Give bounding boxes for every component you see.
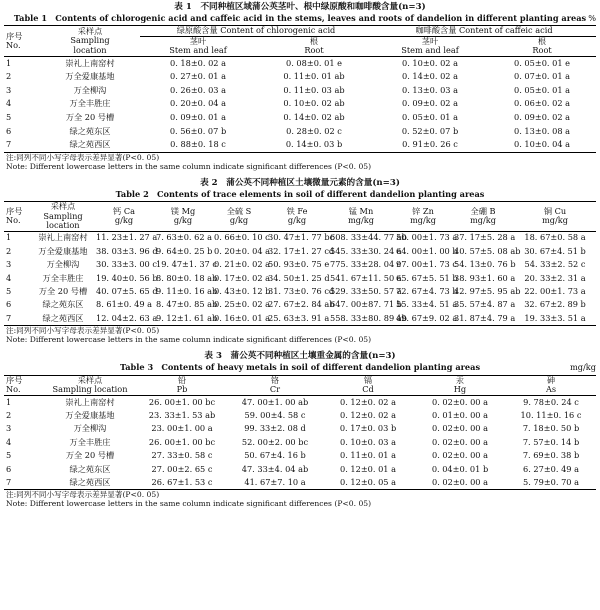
table3-cell-3: 47. 00±1. 00 ab [241,396,309,407]
table-row [4,111,596,125]
table3-header-1: 采样点 Sampling location [52,374,128,395]
table1-header-stem-cn-2: 茎叶 [421,35,439,46]
table3-cell-1: 绿之苑西区 [69,476,111,487]
table2-cell-4: 0. 21±0. 02 a [214,259,271,270]
table2-header-7: 锌 Zn mg/kg [410,205,436,226]
table1-cell-f_root: 0. 10±0. 04 a [514,139,571,150]
table2-cell-8: 35. 57±4. 87 a [454,299,516,310]
table2-cell-1: 万全柳沟 [46,259,80,270]
table-row [4,97,596,111]
table3-cell-1: 崇礼上南窑村 [65,396,115,407]
table3-cell-3: 59. 00±4. 58 c [244,409,306,420]
table2-cell-8: 40. 57±5. 08 ab [454,245,521,256]
table2-cell-2: 11. 23±1. 27 a [96,232,158,243]
table1-header-root-en: Root [304,45,324,56]
table3-cell-6: 7. 18±0. 50 b [522,423,580,434]
table1-note-cn: 注:同列不同小写字母表示差异显著(P<0. 05) [6,152,160,162]
table2-cell-5: 27. 67±2. 84 ab [268,299,335,310]
table3-cell-3: 99. 33±2. 08 d [244,423,306,434]
table3-cell-0: 1 [6,396,12,407]
table2-cell-0: 4 [6,272,12,283]
table2-cell-0: 6 [6,299,12,310]
table2-cell-2: 30. 33±3. 00 c [96,259,157,270]
table1-cell-c_root: 0. 11±0. 03 ab [283,84,345,95]
table2-header-3: 镁 Mg g/kg [170,205,196,226]
table2-header-1: 采样点 Sampling location [43,201,83,231]
table2-cell-2: 38. 03±3. 96 d [96,245,158,256]
table3-cell-5: 0. 02±0. 00 a [431,423,488,434]
table1-cell-f_root: 0. 06±0. 02 a [514,98,571,109]
table3-cell-5: 0. 01±0. 00 a [431,409,488,420]
table2-note-cn: 注:同列不同小写字母表示差异显著(P<0. 05) [6,326,160,336]
table3 [4,375,596,491]
table2-cell-7: 97. 00±1. 73 c [396,259,457,270]
table2-cell-5: 32. 17±1. 27 cd [268,245,335,256]
table1-cell-site: 万全丰胜庄 [69,98,111,109]
table3-cell-1: 万全柳沟 [73,423,107,434]
table3-cell-0: 6 [6,463,12,474]
table-row [4,298,596,311]
table1-header-chlorogenic: 绿原酸含量 Content of chlorogenic acid [140,26,372,36]
table1-cell-c_root: 0. 14±0. 02 ab [283,112,345,123]
table1-header-root-cn: 根 [309,35,319,46]
table3-cell-5: 0. 02±0. 00 a [431,436,488,447]
table3-cell-0: 3 [6,423,12,434]
table1-cell-c_root: 0. 11±0. 01 ab [283,71,345,82]
table2-cell-4: 0. 20±0. 04 a [214,245,271,256]
table3-cell-4: 0. 12±0. 02 a [339,396,396,407]
table3-cell-0: 4 [6,436,12,447]
table1-header-stem-en: Stem and leaf [169,45,227,56]
table2-caption-cn: 表 2 蒲公英不同种植区土壤微量元素的含量(n=3) [200,177,400,188]
table3-cell-4: 0. 12±0. 05 a [339,476,396,487]
table1-cell-site: 崇礼上南窑村 [65,57,115,68]
table1-cell-f_root: 0. 05±0. 01 e [514,57,570,68]
table3-cell-1: 绿之苑东区 [69,463,111,474]
table3-cell-3: 52. 00±2. 00 bc [241,436,309,447]
table2-cell-9: 30. 67±4. 51 b [524,245,586,256]
table2-cell-6: 608. 33±44. 77 ab [330,232,407,243]
table2-cell-8: 54. 13±0. 76 b [454,259,516,270]
table2-cell-0: 2 [6,245,12,256]
table2-header-4: 全硫 S g/kg [226,205,252,226]
table2-cell-2: 8. 61±0. 49 a [96,299,153,310]
table2-cell-3: 7. 63±0. 62 a [156,232,213,243]
table2-cell-3: 9. 64±0. 25 b [156,245,213,256]
table1-cell-c_root: 0. 28±0. 02 c [286,125,342,136]
table1-cell-no: 6 [6,125,12,136]
table2-cell-3: 9. 12±1. 61 ab [156,312,218,323]
table1-cell-c_root: 0. 10±0. 02 ab [283,98,345,109]
table2-cell-1: 万全爱康基地 [38,245,88,256]
table1-cell-f_root: 0. 13±0. 08 a [514,125,571,136]
table2-cell-9: 18. 67±0. 58 a [524,232,586,243]
table1-cell-site: 绿之苑西区 [69,139,111,150]
table1-cell-f_root: 0. 09±0. 02 a [514,112,571,123]
table1-cell-site: 绿之苑东区 [69,125,111,136]
table2-cell-1: 万全 20 号槽 [38,286,88,297]
table2-cell-9: 22. 00±1. 73 a [524,286,586,297]
table2-cell-4: 0. 66±0. 10 c [214,232,270,243]
table3-cell-6: 9. 78±0. 24 c [523,396,579,407]
table3-header-5: 汞 Hg [453,374,467,395]
table-row [4,422,596,435]
table3-cell-2: 27. 33±0. 58 c [151,450,213,461]
table1-cell-no: 2 [6,71,12,82]
table-row [4,395,596,409]
table2-note-en: Note: Different lowercase letters in the same column indicate significant differences (P<0. 05) [6,335,372,345]
table1-cell-c_root: 0. 14±0. 03 b [285,139,343,150]
table2-cell-6: 647. 00±87. 71 b [330,299,402,310]
table1-cell-no: 7 [6,139,12,150]
table2-header-9: 铜 Cu mg/kg [542,205,568,226]
table2-cell-6: 775. 33±28. 04 c [330,259,402,270]
table2-cell-5: 50. 93±0. 75 e [268,259,330,270]
table-row [4,272,596,285]
table1-cell-no: 5 [6,112,12,123]
table2-cell-5: 25. 63±3. 91 a [268,312,330,323]
table2-cell-3: 8. 80±0. 18 ab [156,272,218,283]
table1-cell-f_stem: 0. 05±0. 01 a [401,112,458,123]
table3-header-2: 铅 Pb [176,374,188,395]
table3-note-en: Note: Different lowercase letters in the same column indicate significant differences (P<0. 05) [6,499,372,509]
table3-cell-4: 0. 17±0. 03 b [339,423,397,434]
table3-cell-0: 5 [6,450,12,461]
table1-caption-en [4,14,596,23]
table1-cell-c_stem: 0. 09±0. 01 a [169,112,226,123]
table2-cell-6: 541. 67±11. 50 a [330,272,402,283]
table1 [4,25,596,152]
table3-cell-2: 23. 33±1. 53 ab [148,409,216,420]
table2-cell-9: 19. 33±3. 51 a [524,312,586,323]
table1-cell-site: 万全爱康基地 [65,71,115,82]
table2-cell-5: 31. 73±0. 76 cd [268,286,335,297]
table2-cell-2: 12. 04±2. 63 a [96,312,158,323]
table3-cell-2: 23. 00±1. 00 a [151,423,213,434]
table2-cell-4: 0. 25±0. 02 a [214,299,271,310]
table-row [4,409,596,422]
table1-cell-no: 1 [6,57,12,68]
table1-header-root-cn-2: 根 [537,35,547,46]
table2-cell-9: 54. 33±2. 52 c [524,259,586,270]
table2-cell-8: 42. 97±5. 95 ab [454,286,521,297]
table3-cell-6: 6. 27±0. 49 a [522,463,579,474]
table-row [4,245,596,258]
table3-cell-2: 27. 00±2. 65 c [151,463,213,474]
table2-caption-en: Table 2 Contents of trace elements in soil of different dandelion planting areas [115,188,485,199]
table1-cell-c_stem: 0. 18±0. 02 a [169,57,226,68]
table1-cell-f_root: 0. 07±0. 01 a [514,71,571,82]
table3-cell-4: 0. 12±0. 01 a [339,463,396,474]
table1-cell-no: 3 [6,84,12,95]
table3-caption-en-text: Table 3 Contents of heavy metals in soil of different dandelion planting areas [119,362,481,373]
table3-cell-5: 0. 02±0. 00 a [431,450,488,461]
table1-cell-f_stem: 0. 91±0. 26 c [402,139,458,150]
table3-cell-4: 0. 11±0. 01 a [339,450,396,461]
table1-cell-no: 4 [6,98,12,109]
table2-header-6: 锰 Mn mg/kg [348,205,374,226]
table2-cell-7: 64. 00±1. 00 b [396,245,458,256]
table2-cell-9: 32. 67±2. 89 b [524,299,586,310]
table-row [4,231,596,245]
table2-cell-1: 万全丰胜庄 [42,272,84,283]
table3-cell-0: 2 [6,409,12,420]
table3-cell-4: 0. 10±0. 03 a [339,436,396,447]
table1-cell-f_root: 0. 05±0. 01 a [514,84,571,95]
table3-cell-3: 47. 33±4. 04 ab [241,463,309,474]
table1-header-stem-cn: 茎叶 [189,35,207,46]
table2-cell-5: 34. 50±1. 25 d [268,272,330,283]
table2-cell-7: 55. 33±4. 51 a [396,299,458,310]
table2-cell-2: 19. 40±0. 56 b [96,272,158,283]
table2-cell-1: 绿之苑西区 [42,312,84,323]
table3-cell-3: 41. 67±7. 10 a [244,476,306,487]
table2-header-8: 全硼 B mg/kg [470,205,496,226]
table-row [4,56,596,70]
table1-cell-site: 万全 20 号槽 [65,112,115,123]
table2-cell-2: 40. 07±5. 65 d [96,286,158,297]
table2-cell-6: 558. 33±80. 89 ab [330,312,407,323]
table2-cell-7: 50. 00±1. 73 a [396,232,458,243]
table-row [4,285,596,298]
table1-cell-c_stem: 0. 88±0. 18 c [170,139,226,150]
table3-caption-en [4,363,596,372]
table1-cell-f_stem: 0. 10±0. 02 a [401,57,458,68]
table3-cell-5: 0. 04±0. 01 b [431,463,489,474]
table2-cell-7: 49. 67±9. 02 a [396,312,458,323]
table1-cell-c_stem: 0. 56±0. 07 b [169,125,227,136]
table2 [4,201,596,326]
table-row [4,70,596,84]
table1-cell-f_stem: 0. 13±0. 03 a [401,84,458,95]
table2-header-5: 铁 Fe g/kg [286,205,308,226]
table1-cell-f_stem: 0. 14±0. 02 a [401,71,458,82]
table1-cell-c_stem: 0. 26±0. 03 a [169,84,226,95]
table2-cell-8: 38. 93±1. 60 a [454,272,516,283]
table2-cell-6: 529. 33±50. 57 a [330,286,402,297]
table2-cell-4: 0. 16±0. 01 a [214,312,271,323]
table1-cell-f_stem: 0. 52±0. 07 b [401,125,459,136]
table3-caption-cn: 表 3 蒲公英不同种植区土壤重金属的含量(n=3) [204,351,396,362]
table-row [4,312,596,326]
table3-cell-2: 26. 00±1. 00 bc [148,396,216,407]
table1-header-stem-en-2: Stem and leaf [401,45,459,56]
table3-cell-5: 0. 02±0. 00 a [431,476,488,487]
table3-cell-1: 万全 20 号槽 [65,450,115,461]
table1-cell-c_stem: 0. 27±0. 01 a [169,71,226,82]
table-row [4,476,596,490]
table-row [4,138,596,152]
table-row [4,125,596,139]
table3-cell-6: 10. 11±0. 16 c [520,409,582,420]
table3-header-0: 序号 No. [6,374,23,395]
table3-cell-1: 万全爱康基地 [65,409,115,420]
table-row [4,84,596,98]
table3-header-3: 铬 Cr [269,374,281,395]
table2-cell-3: 8. 47±0. 85 ab [156,299,218,310]
table3-header-4: 镉 Cd [362,374,374,395]
table1-header-no: 序号 No. [6,30,23,50]
table2-cell-0: 7 [6,312,12,323]
table2-cell-9: 20. 33±2. 31 a [524,272,586,283]
table3-cell-2: 26. 67±1. 53 c [151,476,213,487]
table3-unit: mg/kg [570,362,596,373]
table-row [4,258,596,271]
table2-cell-7: 65. 67±5. 51 b [396,272,458,283]
table3-cell-3: 50. 67±4. 16 b [244,450,306,461]
table2-cell-1: 崇礼上南窑村 [38,232,88,243]
table2-cell-5: 30. 47±1. 77 bc [268,232,335,243]
table1-cell-c_stem: 0. 20±0. 04 a [169,98,226,109]
table1-header-root-en-2: Root [532,45,552,56]
table2-cell-0: 5 [6,286,12,297]
table2-cell-0: 1 [6,232,12,243]
table1-note-en: Note: Different lowercase letters in the same column indicate significant differences (P<0. 05) [6,161,372,171]
table1-cell-f_stem: 0. 09±0. 02 a [401,98,458,109]
table-row [4,449,596,462]
table2-cell-1: 绿之苑东区 [42,299,84,310]
table2-cell-6: 545. 33±30. 24 a [330,245,402,256]
table3-cell-0: 7 [6,476,12,487]
table2-header-0: 序号 No. [6,205,23,226]
table1-caption-cn: 表 1 不同种植区域蒲公英茎叶、根中绿原酸和咖啡酸含量(n=3) [174,2,426,12]
table1-cell-site: 万全柳沟 [73,84,107,95]
table2-cell-7: 72. 67±4. 73 b [396,286,458,297]
table3-cell-6: 7. 57±0. 14 b [522,436,580,447]
table3-cell-6: 7. 69±0. 38 b [522,450,580,461]
table1-caption-en-text: Table 1 Contents of chlorogenic acid and caffeic acid in the stems, leaves and roots of dandelion in different planting areas [13,12,587,23]
table2-header-2: 钙 Ca g/kg [113,205,135,226]
table3-cell-2: 26. 00±1. 00 bc [148,436,216,447]
table2-cell-8: 37. 17±5. 28 a [454,232,516,243]
table-row [4,436,596,449]
table2-cell-4: 0. 17±0. 02 a [214,272,271,283]
table1-header-caffeic: 咖啡酸含量 Content of caffeic acid [372,26,596,36]
table1-cell-c_root: 0. 08±0. 01 e [286,57,342,68]
table3-cell-4: 0. 12±0. 02 a [339,409,396,420]
table3-note-cn: 注:同列不同小写字母表示差异显著(P<0. 05) [6,490,160,500]
table3-cell-6: 5. 79±0. 70 a [522,476,579,487]
table1-header-site: 采样点 Sampling location [70,25,110,55]
table2-cell-3: 9. 11±0. 16 ab [156,286,218,297]
table2-cell-0: 3 [6,259,12,270]
table2-cell-3: 19. 47±1. 37 c [156,259,217,270]
table3-header-6: 砷 As [545,374,557,395]
table-row [4,463,596,476]
table3-cell-1: 万全丰胜庄 [69,436,111,447]
table2-cell-8: 31. 87±4. 79 a [454,312,516,323]
table1-unit: % [588,12,596,23]
table2-cell-4: 0. 43±0. 12 b [214,286,271,297]
table3-cell-5: 0. 02±0. 00 a [431,396,488,407]
